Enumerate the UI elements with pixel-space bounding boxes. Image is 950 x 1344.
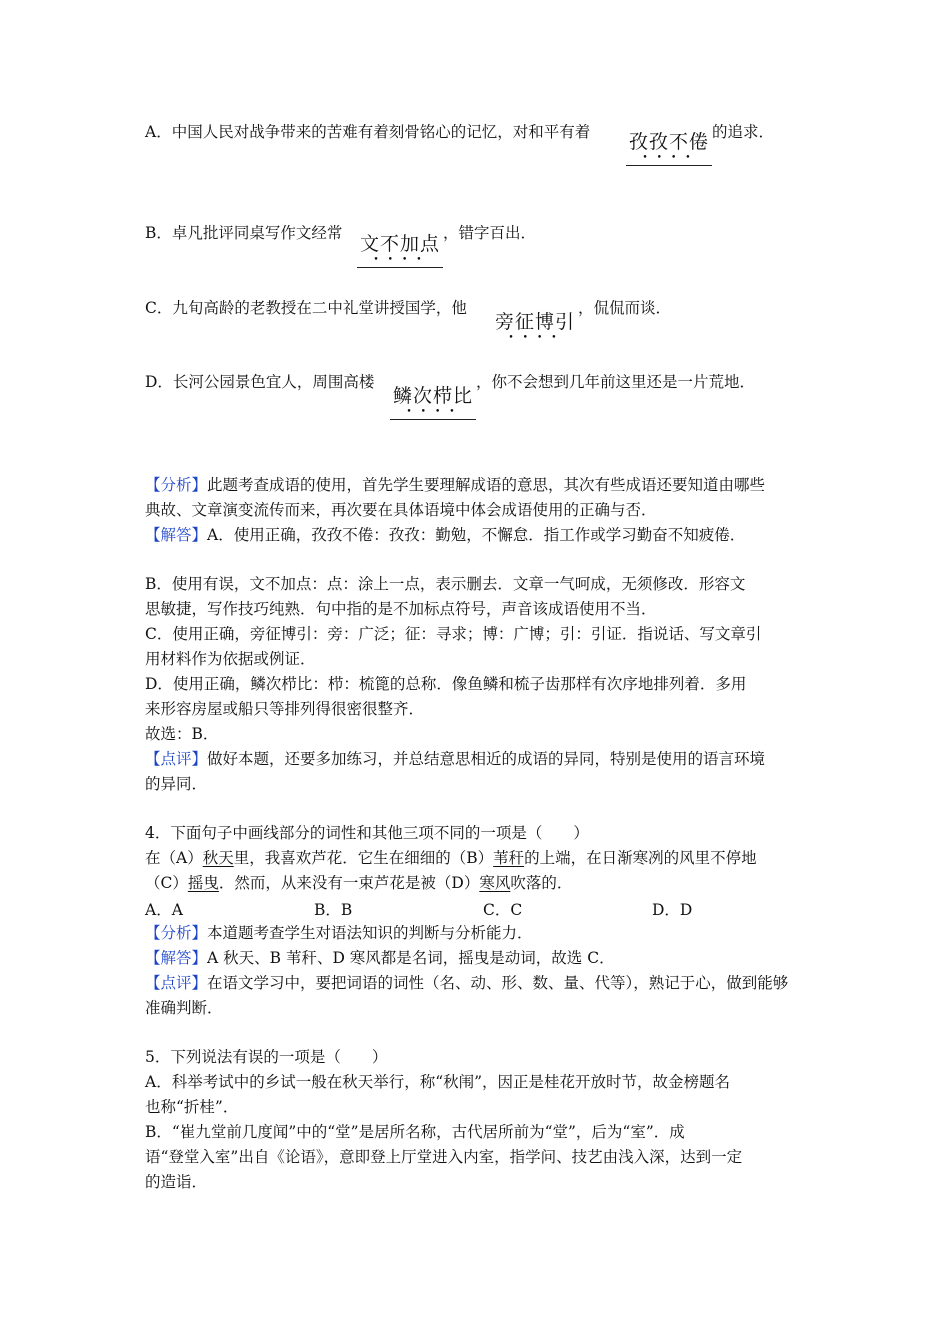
q3-answer-b-line-1: B．使用有误，文不加点：点：涂上一点，表示删去．文章一气呵成，无须修改．形容文: [145, 575, 746, 593]
q3-option-a-tail: [712, 122, 774, 142]
idiom-text: 旁征博引: [494, 311, 575, 333]
review-tag: 【点评】: [145, 974, 208, 992]
q3-option-a-after: 的追求．: [712, 123, 775, 141]
q3-option-d-tail: [476, 372, 755, 392]
idiom-underline: [626, 165, 712, 166]
q3-option-d: [145, 372, 374, 392]
review-tag: 【点评】: [145, 750, 208, 768]
q3-answer-d-line-1: D．使用正确，鳞次栉比：栉：梳篦的总称．像鱼鳞和梳子齿那样有次序地排列着．多用: [145, 675, 747, 693]
q3-option-d-before: D．长河公园景色宜人，周围高楼: [145, 373, 375, 391]
q3-option-b-before: B．卓凡批评同桌写作文经常: [145, 224, 343, 242]
q5-stem: 5．下列说法有误的一项是（ ）: [145, 1048, 388, 1066]
q3-option-c-after: ，侃侃而谈．: [578, 299, 672, 317]
q4-text: 的上端，在日渐寒冽的风里不停地: [524, 849, 757, 867]
q3-option-d-after: ，你不会想到几年前这里还是一片荒地．: [476, 373, 756, 391]
q4-underlined-d: 寒风: [479, 874, 511, 892]
q3-analysis-line-2: 典故、文章演变流传而来，再次要在具体语境中体会成语使用的正确与否．: [145, 501, 657, 519]
answer-tag: 【解答】: [145, 526, 208, 544]
q3-answer-b-line-2: 思敏捷，写作技巧纯熟．句中指的是不加标点符号，声音该成语使用不当．: [145, 600, 657, 618]
q3-option-d-idiom: [390, 384, 476, 420]
q3-choice: 故选：B．: [145, 725, 219, 743]
idiom-text: 孜孜不倦: [628, 131, 709, 153]
q3-option-c: [145, 298, 467, 318]
analysis-tag: 【分析】: [145, 924, 208, 942]
q3-option-b-after: ，错字百出．: [443, 224, 537, 242]
q3-option-c-idiom: [492, 310, 578, 342]
emphasis-dots: ••••: [508, 333, 566, 343]
q3-option-c-before: C．九旬高龄的老教授在二中礼堂讲授国学，他: [145, 299, 467, 317]
review-text: 做好本题，还要多加练习，并总结意思相近的成语的异同，特别是使用的语言环境: [207, 750, 766, 768]
q3-answer-line-1: [145, 525, 745, 545]
q3-answer-d-line-2: 来形容房屋或船只等排列得很密很整齐．: [145, 700, 425, 718]
q4-passage-line-2: [145, 873, 572, 893]
q4-underlined-c: 摇曳: [187, 874, 219, 892]
q3-review-line-2: 的异同．: [145, 775, 208, 793]
q4-option-b: B．B: [314, 901, 353, 919]
q4-review-line-1: [145, 973, 788, 993]
q3-option-c-tail: [578, 298, 671, 318]
q4-analysis: [145, 923, 533, 943]
q5-option-b-line-3: 的造诣．: [145, 1173, 208, 1191]
q4-text: （C）: [145, 874, 188, 892]
answer-text: A．使用正确，孜孜不倦：孜孜：勤勉，不懈怠．指工作或学习勤奋不知疲倦．: [207, 526, 746, 544]
q4-review-line-2: 准确判断．: [145, 999, 223, 1017]
idiom-underline: [390, 419, 476, 420]
q3-option-b-idiom: [357, 232, 443, 268]
q4-underlined-b: 苇秆: [493, 849, 525, 867]
analysis-text: 此题考查成语的使用，首先学生要理解成语的意思，其次有些成语还要知道由哪些: [207, 476, 766, 494]
q3-option-a-idiom: [626, 130, 712, 166]
q3-option-b-tail: [443, 223, 536, 243]
q4-text: 吹落的．: [510, 874, 573, 892]
answer-text: A 秋天、B 苇秆、D 寒风都是名词，摇曳是动词，故选 C．: [207, 949, 615, 967]
analysis-text: 本道题考查学生对语法知识的判断与分析能力．: [207, 924, 533, 942]
q4-option-d: D．D: [652, 901, 693, 919]
q3-analysis-line-1: [145, 475, 765, 495]
q5-option-b-line-1: B．“崔九堂前几度闻”中的“堂”是居所名称，古代居所前为“堂”，后为“室”．成: [145, 1123, 685, 1141]
q3-review-line-1: [145, 749, 765, 769]
emphasis-dots: ••••: [642, 153, 700, 163]
q3-answer-c-line-1: C．使用正确，旁征博引：旁：广泛；征：寻求；博：广博；引：引证．指说话、写文章引: [145, 625, 762, 643]
q4-stem: 4．下面句子中画线部分的词性和其他三项不同的一项是（ ）: [145, 824, 589, 842]
q5-option-a-line-2: 也称“折桂”．: [145, 1098, 239, 1116]
review-text: 在语文学习中，要把词语的词性（名、动、形、数、量、代等），熟记于心，做到能够: [207, 974, 789, 992]
q4-passage-line-1: [145, 848, 757, 868]
q3-option-a: [145, 122, 590, 142]
emphasis-dots: ••••: [373, 255, 431, 265]
emphasis-dots: ••••: [406, 407, 464, 417]
idiom-text: 鳞次栉比: [392, 385, 473, 407]
q3-answer-c-line-2: 用材料作为依据或例证．: [145, 650, 316, 668]
idiom-text: 文不加点: [359, 233, 440, 255]
q4-underlined-a: 秋天: [202, 849, 234, 867]
q4-option-a: A．A: [145, 901, 183, 919]
answer-tag: 【解答】: [145, 949, 208, 967]
q5-option-b-line-2: 语“登堂入室”出自《论语》，意即登上厅堂进入内室，指学问、技艺由浅入深，达到一定: [145, 1148, 743, 1166]
q4-text: 在（A）: [145, 849, 203, 867]
q4-text: 里，我喜欢芦花．它生在细细的（B）: [233, 849, 494, 867]
q4-answer: [145, 948, 615, 968]
q3-option-a-before: A．中国人民对战争带来的苦难有着刻骨铭心的记忆，对和平有着: [145, 123, 591, 141]
q3-option-b: [145, 223, 342, 243]
q4-option-c: C．C: [483, 901, 523, 919]
q5-option-a-line-1: A．科举考试中的乡试一般在秋天举行，称“秋闱”，因正是桂花开放时节，故金榜题名: [145, 1073, 731, 1091]
idiom-underline: [357, 267, 443, 268]
analysis-tag: 【分析】: [145, 476, 208, 494]
q4-text: ．然而，从来没有一束芦花是被（D）: [218, 874, 480, 892]
